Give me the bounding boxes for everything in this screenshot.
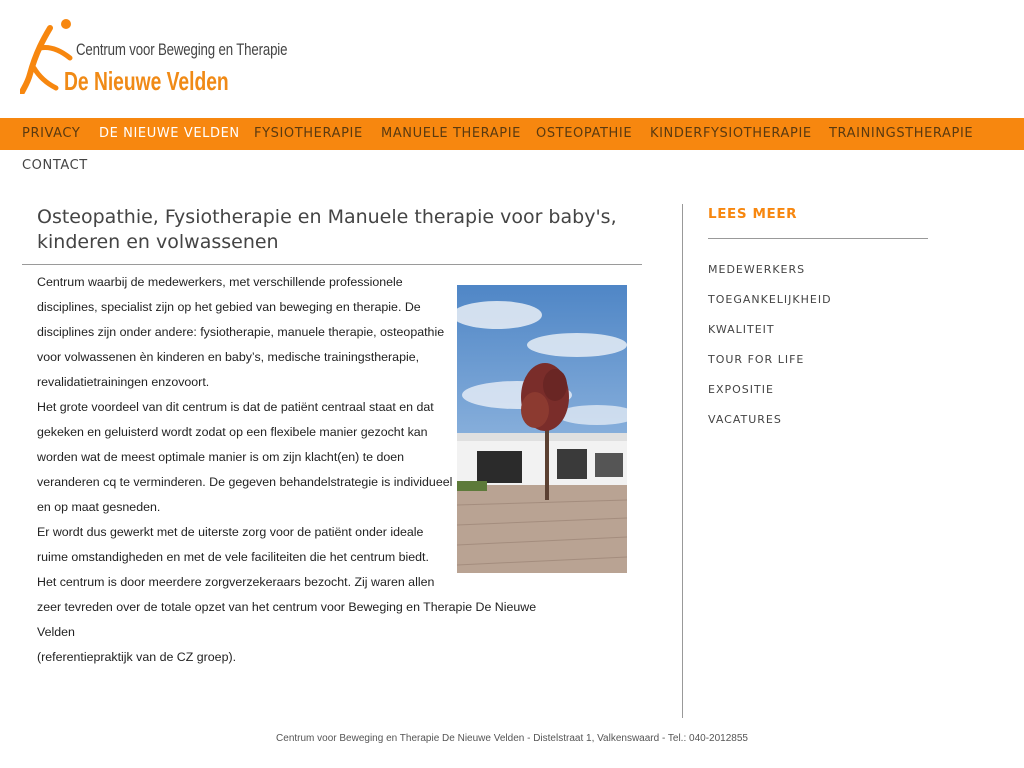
nav-item-trainingstherapie[interactable]: TRAININGSTHERAPIE	[829, 126, 974, 141]
text-line: disciplines, specialist zijn op het gebied van beweging en therapie. De	[37, 300, 421, 314]
text-line: gekeken en geluisterd wordt zodat op een flexibele manier gezocht kan	[37, 425, 428, 439]
sidebar-link-kwaliteit[interactable]: KWALITEIT	[708, 323, 775, 336]
text-line: Het centrum is door meerdere zorgverzekeraars bezocht. Zij waren allen	[37, 575, 435, 589]
sidebar-link-toegankelijkheid[interactable]: TOEGANKELIJKHEID	[708, 293, 832, 306]
nav-item-kinderfysiotherapie[interactable]: KINDERFYSIOTHERAPIE	[650, 126, 812, 141]
footer-address: Centrum voor Beweging en Therapie De Nieuwe Velden - Distelstraat 1, Valkenswaard - Tel.: 040-2012855	[276, 733, 748, 744]
text-line: revalidatietrainingen enzovoort.	[37, 375, 210, 389]
text-line: Het grote voordeel van dit centrum is dat de patiënt centraal staat en dat	[37, 400, 434, 414]
text-line: veranderen cq te verminderen. De gegeven behandelstrategie is individueel	[37, 475, 453, 489]
text-line: voor volwassenen èn kinderen en baby’s, medische trainingstherapie,	[37, 350, 420, 364]
logo-tagline: Centrum voor Beweging en Therapie	[76, 40, 288, 59]
text-line: worden wat de meest optimale manier is om zijn klacht(en) te doen	[37, 450, 405, 464]
text-line: en op maat gesneden.	[37, 500, 161, 514]
sidebar-divider	[708, 238, 928, 239]
page-title: Osteopathie, Fysiotherapie en Manuele therapie voor baby's, kinderen en volwassenen	[37, 206, 617, 253]
building-photo	[457, 285, 627, 573]
sidebar-link-tour-for-life[interactable]: TOUR FOR LIFE	[708, 353, 805, 366]
column-divider	[682, 204, 683, 718]
text-line: Er wordt dus gewerkt met de uiterste zorg voor de patiënt onder ideale	[37, 525, 424, 539]
text-line: ruime omstandigheden en met de vele faciliteiten die het centrum biedt.	[37, 550, 429, 564]
main-navigation	[0, 118, 1024, 150]
sidebar-title: LEES MEER	[708, 206, 798, 222]
nav-item-manuele-therapie[interactable]: MANUELE THERAPIE	[381, 126, 521, 141]
sidebar-link-vacatures[interactable]: VACATURES	[708, 413, 782, 426]
text-line: disciplines zijn onder andere: fysiotherapie, manuele therapie, osteopathie	[37, 325, 445, 339]
logo-name: De Nieuwe Velden	[64, 66, 229, 96]
sidebar-link-expositie[interactable]: EXPOSITIE	[708, 383, 774, 396]
sidebar-link-medewerkers[interactable]: MEDEWERKERS	[708, 263, 806, 276]
text-line: Centrum waarbij de medewerkers, met verschillende professionele	[37, 275, 403, 289]
site-logo[interactable]	[20, 18, 288, 98]
text-line: (referentiepraktijk van de CZ groep).	[37, 650, 237, 664]
nav-item-privacy[interactable]: PRIVACY	[22, 126, 81, 141]
nav-item-de-nieuwe-velden[interactable]: DE NIEUWE VELDEN	[99, 126, 240, 141]
text-line: zeer tevreden over de totale opzet van het centrum voor Beweging en Therapie De Nieuwe Velden	[37, 600, 537, 639]
nav-item-osteopathie[interactable]: OSTEOPATHIE	[536, 126, 633, 141]
nav-item-contact[interactable]: CONTACT	[22, 158, 88, 173]
nav-item-fysiotherapie[interactable]: FYSIOTHERAPIE	[254, 126, 363, 141]
title-divider	[22, 264, 642, 265]
